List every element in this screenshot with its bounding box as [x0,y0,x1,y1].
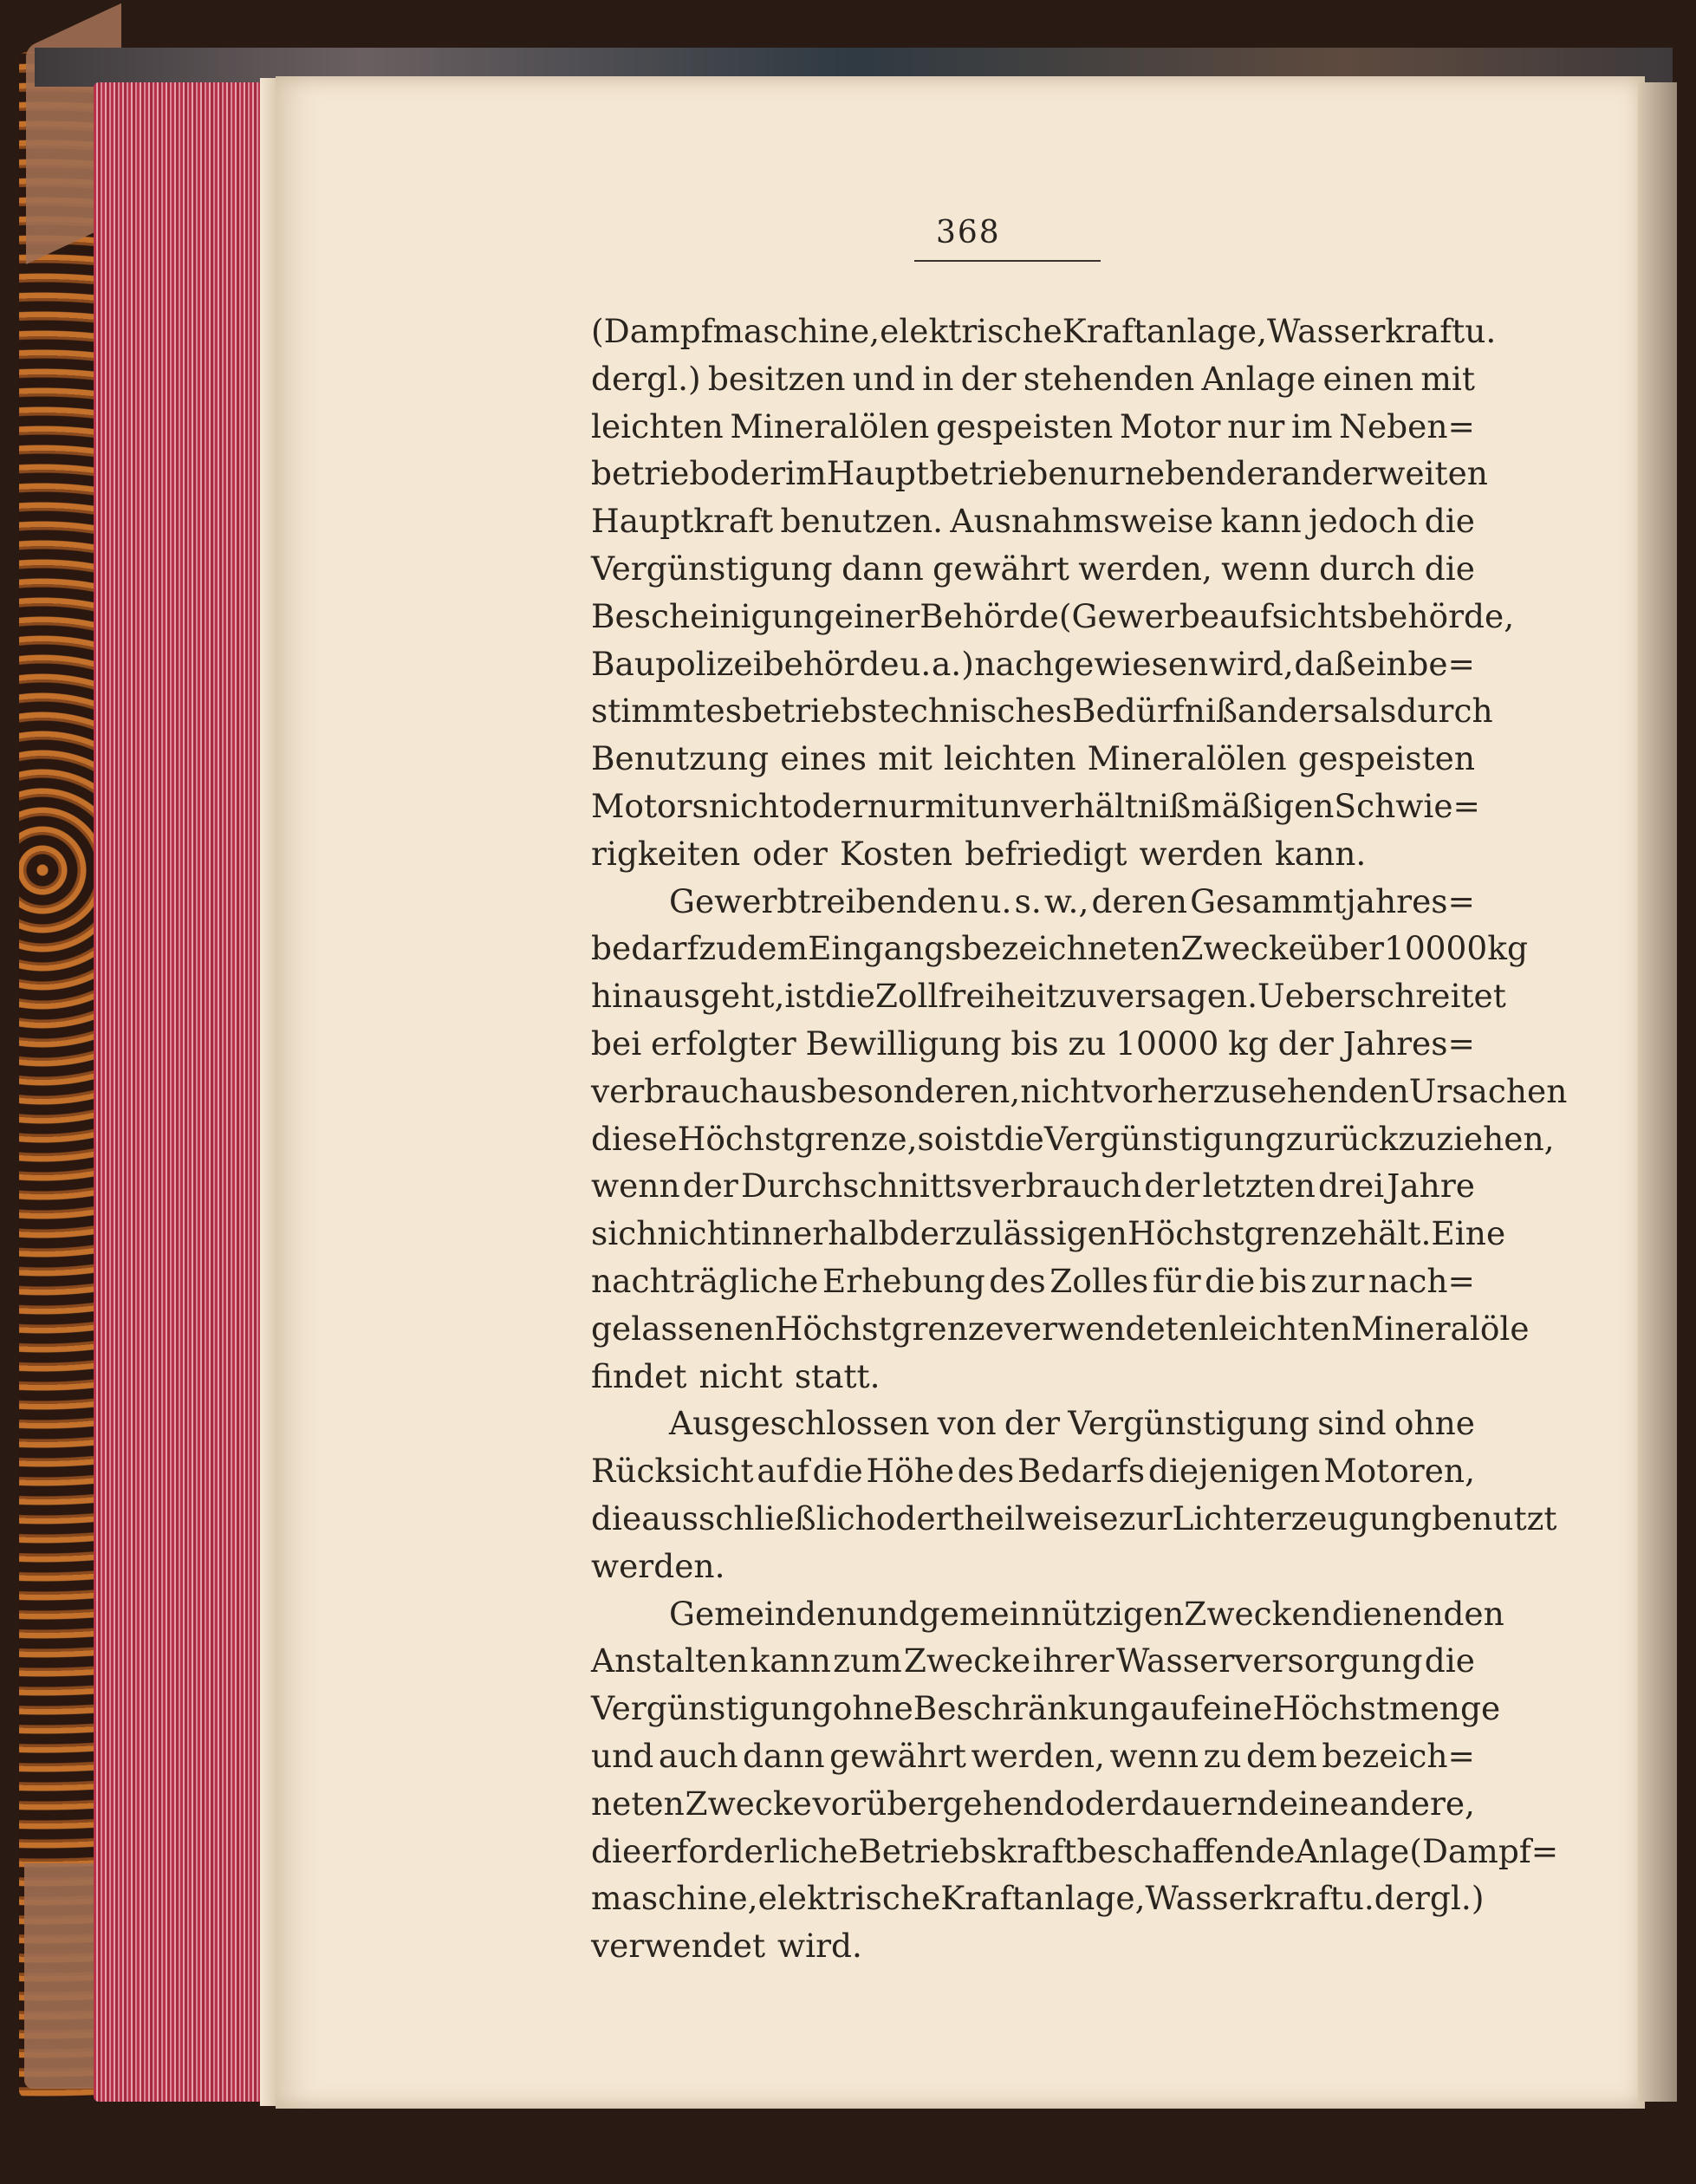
text-line: die erforderliche Betriebskraft beschaffende Anlage (Dampf= [591,1831,1559,1870]
text-line: Rücksicht auf die Höhe des Bedarfs diejenigen Motoren, [591,1452,1475,1491]
text-line: bei erfolgter Bewilligung bis zu 10000 kg der Jahres= [591,1024,1475,1063]
text-line: Gemeinden und gemeinnützigen Zwecken dienenden [669,1594,1504,1633]
text-line: Baupolizeibehörde u. a.) nachgewiesen wird, daß ein be= [591,644,1475,683]
text-line: Benutzung eines mit leichten Mineralölen gespeisten [591,739,1475,778]
text-line: maschine, elektrische Kraftanlage, Wasserkraft u. dergl.) [591,1879,1485,1918]
text-line: und auch dann gewährt werden, wenn zu dem bezeich= [591,1736,1475,1775]
page-number: 368 [936,215,1001,250]
text-line: Gewerbtreibenden u. s. w., deren Gesammtjahres= [669,881,1475,920]
text-line: findet nicht statt. [591,1356,880,1395]
text-line: dergl.) besitzen und in der stehenden Anlage einen mit [591,359,1475,398]
text-line: Vergünstigung dann gewährt werden, wenn durch die [591,549,1475,588]
text-line: Anstalten kann zum Zwecke ihrer Wasserversorgung die [591,1641,1475,1680]
text-line: die ausschließlich oder theilweise zur Lichterzeugung benutzt [591,1498,1557,1537]
text-line: betrieb oder im Hauptbetriebe nur neben der anderweiten [591,454,1488,493]
text-line: Ausgeschlossen von der Vergünstigung sind ohne [669,1404,1475,1443]
text-line: verbrauch aus besonderen, nicht vorherzusehenden Ursachen [591,1071,1568,1110]
right-page-edge [1638,82,1677,2102]
text-line: Vergünstigung ohne Beschränkung auf eine Höchstmenge [591,1689,1501,1728]
marbled-board [19,52,97,2097]
text-line: sich nicht innerhalb der zulässigen Höchstgrenze hält. Eine [591,1214,1506,1253]
text-line: Hauptkraft benutzen. Ausnahmsweise kann jedoch die [591,502,1475,541]
text-line: (Dampfmaschine, elektrische Kraftanlage, Wasserkraft u. [591,312,1497,350]
text-line: verwendet wird. [591,1927,862,1966]
text-line: nachträgliche Erhebung des Zolles für die bis zur nach= [591,1261,1475,1300]
page-stack-edge [94,82,276,2102]
text-line: diese Höchstgrenze, so ist die Vergünstigung zurückzuziehen, [591,1119,1555,1158]
text-line: Bescheinigung einer Behörde (Gewerbeaufsichtsbehörde, [591,596,1515,635]
body-text [591,308,1568,1970]
text-line: wenn der Durchschnittsverbrauch der letzten drei Jahre [591,1167,1475,1206]
text-line: gelassenen Höchstgrenze verwendeten leichten Mineralöle [591,1309,1530,1348]
text-line: Motors nicht oder nur mit unverhältnißmäßigen Schwie= [591,786,1480,825]
text-line: neten Zwecke vorübergehend oder dauernd eine andere, [591,1784,1475,1823]
page-number-rule [914,260,1101,262]
text-line: stimmtes betriebstechnisches Bedürfniß anders als durch [591,692,1493,731]
text-line: werden. [591,1546,725,1585]
text-line: hinausgeht, ist die Zollfreiheit zu versagen. Ueberschreitet [591,977,1506,1016]
text-line: rigkeiten oder Kosten befriedigt werden kann. [591,834,1367,873]
text-line: bedarf zu dem Eingangs bezeichneten Zwecke über 10000 kg [591,929,1528,968]
text-line: leichten Mineralölen gespeisten Motor nur im Neben= [591,406,1475,445]
